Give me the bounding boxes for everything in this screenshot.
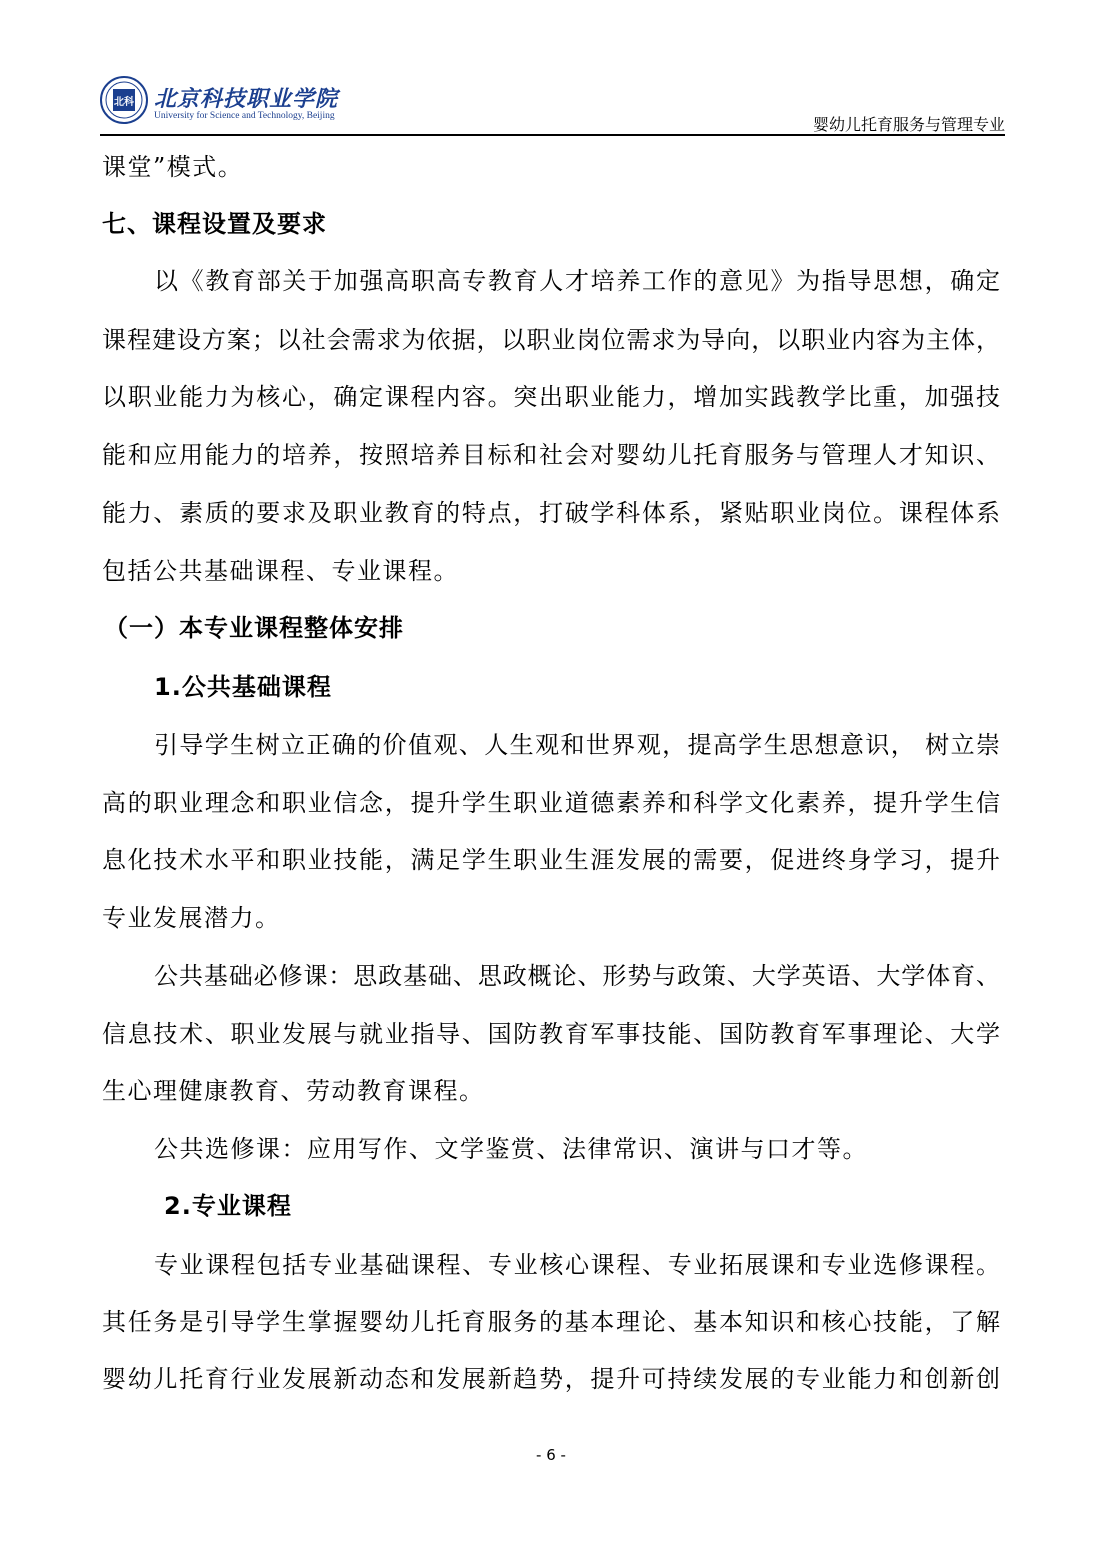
- program-name: 婴幼儿托育服务与管理专业: [812, 115, 1005, 134]
- body-line: 以《教育部关于加强高职高专教育人才培养工作的意见》为指导思想，确定: [154, 267, 1000, 295]
- body-line: 息化技术水平和职业技能，满足学生职业生涯发展的需要，促进终身学习，提升: [102, 846, 1000, 874]
- subsection-heading-1-2: 2.专业课程: [164, 1192, 292, 1220]
- university-seal-icon: [100, 76, 148, 124]
- body-line: 公共基础必修课：思政基础、思政概论、形势与政策、大学英语、大学体育、: [154, 962, 1000, 990]
- section-heading-7: 七、课程设置及要求: [102, 210, 327, 238]
- body-line: 以职业能力为核心，确定课程内容。突出职业能力，增加实践教学比重，加强技: [102, 383, 1000, 411]
- svg-text:北科: 北科: [114, 97, 134, 108]
- body-line: 包括公共基础课程、专业课程。: [102, 557, 459, 585]
- body-line: 其任务是引导学生掌握婴幼儿托育服务的基本理论、基本知识和核心技能，了解: [102, 1308, 1000, 1336]
- subsection-heading-1: （一）本专业课程整体安排: [104, 614, 404, 642]
- body-line: 婴幼儿托育行业发展新动态和发展新趋势，提升可持续发展的专业能力和创新创: [102, 1365, 1000, 1393]
- body-line: 高的职业理念和职业信念，提升学生职业道德素养和科学文化素养，提升学生信: [102, 789, 1000, 817]
- body-line: 课堂”模式。: [102, 153, 244, 181]
- body-line: 课程建设方案；以社会需求为依据，以职业岗位需求为导向，以职业内容为主体，: [102, 326, 1000, 354]
- page-header: [100, 76, 1005, 136]
- header-divider: [100, 134, 1005, 136]
- body-line: 信息技术、职业发展与就业指导、国防教育军事技能、国防教育军事理论、大学: [102, 1020, 1000, 1048]
- body-line: 引导学生树立正确的价值观、人生观和世界观，提高学生思想意识， 树立崇: [154, 731, 1000, 759]
- body-line: 能力、素质的要求及职业教育的特点，打破学科体系，紧贴职业岗位。课程体系: [102, 499, 1000, 527]
- page-number: - 6 -: [536, 1446, 566, 1464]
- logo-english-name: University for Science and Technology, Beijing: [154, 111, 335, 121]
- logo-chinese-name: 北京科技职业学院: [154, 86, 339, 112]
- body-line: 能和应用能力的培养，按照培养目标和社会对婴幼儿托育服务与管理人才知识、: [102, 441, 1000, 469]
- body-line: 专业发展潜力。: [102, 904, 281, 932]
- body-line: 专业课程包括专业基础课程、专业核心课程、专业拓展课和专业选修课程。: [154, 1251, 1000, 1279]
- body-line: 公共选修课：应用写作、文学鉴赏、法律常识、演讲与口才等。: [154, 1135, 868, 1163]
- subsection-heading-1-1: 1.公共基础课程: [154, 673, 332, 701]
- body-line: 生心理健康教育、劳动教育课程。: [102, 1077, 485, 1105]
